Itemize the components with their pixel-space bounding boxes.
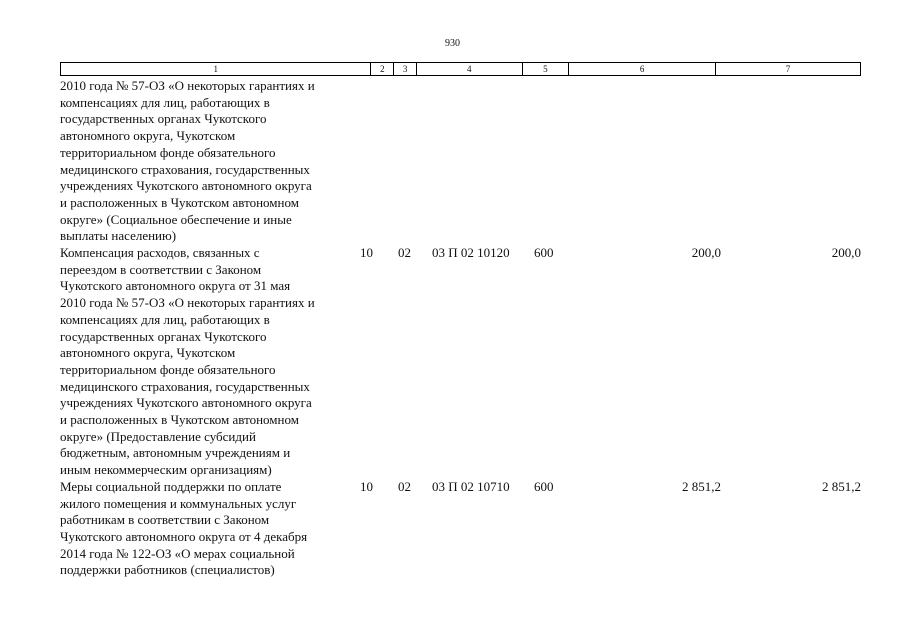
row-section: 10 xyxy=(360,478,373,494)
header-col-7: 7 xyxy=(716,63,861,76)
row-amount-1: 2 851,2 xyxy=(682,478,721,494)
text-line: работникам в соответствии с Законом xyxy=(60,512,270,528)
text-line: территориальном фонде обязательного xyxy=(60,144,276,160)
row-amount-2 xyxy=(721,78,861,245)
table-body xyxy=(60,78,861,579)
text-line: компенсациях для лиц, работающих в xyxy=(60,94,270,110)
table-row xyxy=(60,78,861,245)
text-line: округе» (Предоставление субсидий xyxy=(60,428,256,444)
row-description xyxy=(60,479,360,579)
row-expense-type: 600 xyxy=(534,478,554,494)
text-line: 2010 года № 57-ОЗ «О некоторых гарантиях и xyxy=(60,295,315,311)
text-line: государственных органах Чукотского xyxy=(60,328,267,344)
header-col-4: 4 xyxy=(417,63,523,76)
row-description xyxy=(60,245,360,479)
text-line: медицинского страхования, государственных xyxy=(60,378,310,394)
text-line: переездом в соответствии с Законом xyxy=(60,261,262,277)
text-line: компенсациях для лиц, работающих в xyxy=(60,311,270,327)
text-line: и расположенных в Чукотском автономном xyxy=(60,194,299,210)
text-line: государственных органах Чукотского xyxy=(60,111,267,127)
header-col-3: 3 xyxy=(394,63,417,76)
row-expense-type: 600 xyxy=(534,245,554,261)
row-amount-2: 2 851,2 xyxy=(822,478,861,494)
text-line: округе» (Социальное обеспечение и иные xyxy=(60,211,292,227)
text-line: иным некоммерческим организациям) xyxy=(60,462,272,478)
header-col-1: 1 xyxy=(61,63,371,76)
page-number: 930 xyxy=(445,38,460,49)
text-line: Чукотского автономного округа от 4 декабря xyxy=(60,528,308,544)
text-line: 2014 года № 122-ОЗ «О мерах социальной xyxy=(60,545,295,561)
table-row xyxy=(60,479,861,579)
row-amount-1 xyxy=(579,78,721,245)
row-target-code: 03 П 02 10710 xyxy=(432,478,510,494)
column-header-table xyxy=(60,62,861,76)
text-line: территориальном фонде обязательного xyxy=(60,361,276,377)
header-col-2: 2 xyxy=(371,63,394,76)
table-row xyxy=(60,245,861,479)
row-section: 10 xyxy=(360,245,373,261)
header-col-5: 5 xyxy=(522,63,569,76)
row-subsection: 02 xyxy=(398,245,411,261)
text-line: поддержки работников (специалистов) xyxy=(60,562,275,578)
text-line: автономного округа, Чукотском xyxy=(60,345,236,361)
text-line: медицинского страхования, государственных xyxy=(60,161,310,177)
text-line: Меры социальной поддержки по оплате xyxy=(60,478,282,494)
text-line: учреждениях Чукотского автономного округа xyxy=(60,178,312,194)
row-amount-2: 200,0 xyxy=(831,245,861,261)
row-amount-1: 200,0 xyxy=(691,245,721,261)
row-subsection: 02 xyxy=(398,478,411,494)
text-line: автономного округа, Чукотском xyxy=(60,128,236,144)
text-line: выплаты населению) xyxy=(60,228,177,244)
text-line: Чукотского автономного округа от 31 мая xyxy=(60,278,291,294)
row-subsection xyxy=(398,78,432,245)
row-target-code xyxy=(432,78,534,245)
row-section xyxy=(360,78,398,245)
header-col-6: 6 xyxy=(569,63,716,76)
text-line: бюджетным, автономным учреждениям и xyxy=(60,445,291,461)
text-line: и расположенных в Чукотском автономном xyxy=(60,412,299,428)
header-row xyxy=(61,63,861,76)
text-line: жилого помещения и коммунальных услуг xyxy=(60,495,297,511)
text-line: 2010 года № 57-ОЗ «О некоторых гарантиях и xyxy=(60,78,315,93)
text-line: учреждениях Чукотского автономного округа xyxy=(60,395,312,411)
row-description xyxy=(60,78,360,245)
row-target-code: 03 П 02 10120 xyxy=(432,245,510,261)
text-line: Компенсация расходов, связанных с xyxy=(60,245,260,261)
row-expense-type xyxy=(534,78,579,245)
